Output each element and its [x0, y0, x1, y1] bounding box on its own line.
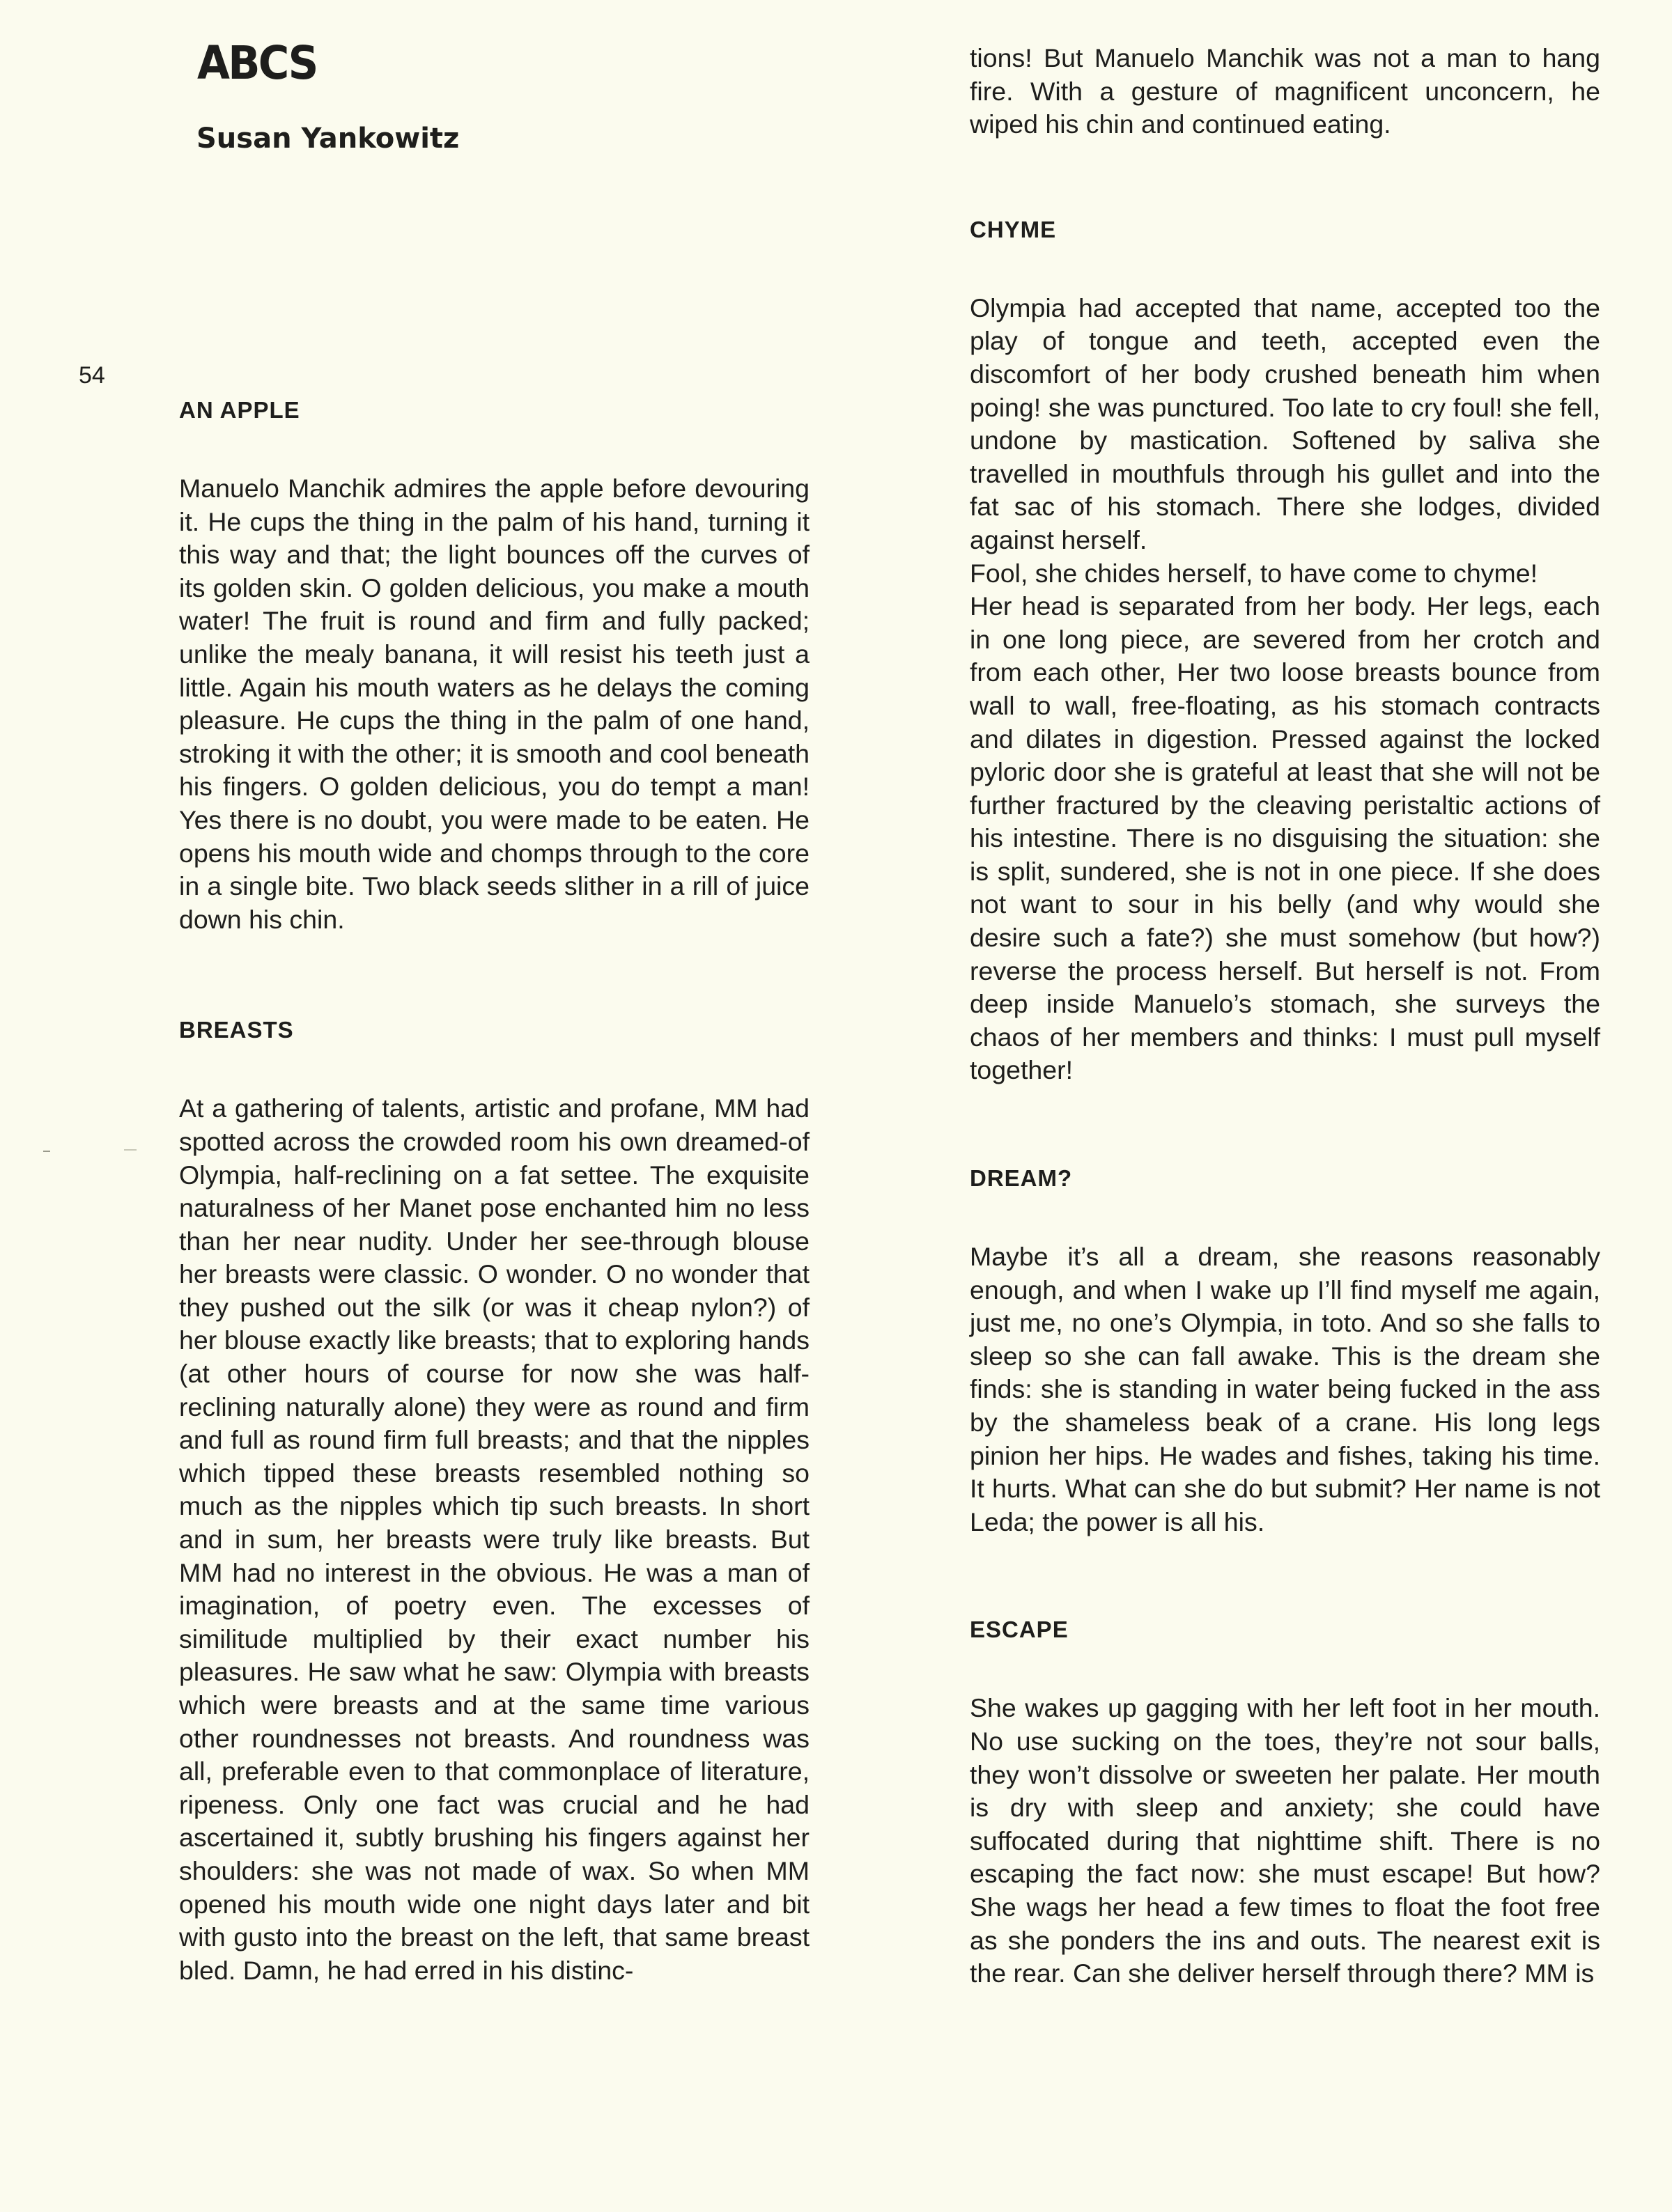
- section-heading: DREAM?: [970, 1165, 1073, 1192]
- spacer: [970, 1539, 1600, 1617]
- section-paragraph: Manuelo Manchik admires the apple before devouring it. He cups the thing in the palm of his hand, turning it this way and that; the light bounces off the curves of its golden skin. O golden delicious, you make a mouth water! The fruit is round and firm and fully packed; unlike the mealy banana, it will resist his teeth just a little. Again his mouth waters as he delays the coming pleasure. He cups the thing in the palm of one hand, stroking it with the other; it is smooth and cool beneath his fingers. O golden delicious, you do tempt a man! Yes there is no doubt, you were made to be eaten. He opens his mouth wide and chomps through to the core in a single bite. Two black seeds slither in a rill of juice down his chin.: [179, 474, 810, 934]
- section-paragraph: Fool, she chides herself, to have come to chyme!: [970, 558, 1538, 588]
- scan-mark: [124, 1149, 137, 1151]
- section-paragraph: Maybe it’s all a dream, she reasons reasonably enough, and when I wake up I’ll find myself me again, just me, no one’s Olympia, in toto. And so she falls to sleep so she can fall awake. This is the dream she finds: she is standing in water being fucked in the ass by the shameless beak of a crane. His long legs pinion her hips. He wades and fishes, taking his time. It hurts. What can she do but submit? Her name is not Leda; the power is all his.: [970, 1242, 1600, 1536]
- spacer: [179, 1043, 810, 1092]
- scan-mark: [43, 1151, 50, 1152]
- article-title: ABCS: [197, 36, 317, 90]
- page-number: 54: [79, 362, 105, 389]
- section-chyme: [970, 217, 1600, 1087]
- section-heading: CHYME: [970, 216, 1057, 242]
- section-heading: BREASTS: [179, 1017, 294, 1043]
- spacer: [970, 1087, 1600, 1165]
- right-column: [970, 42, 1600, 1991]
- section-escape: [970, 1617, 1600, 1990]
- section-dream: [970, 1165, 1600, 1539]
- section-heading: ESCAPE: [970, 1617, 1069, 1643]
- section-an-apple: [179, 397, 810, 936]
- spacer: [970, 243, 1600, 292]
- spacer: [970, 1643, 1600, 1692]
- spacer: [179, 936, 810, 1017]
- left-column: [179, 397, 810, 1987]
- section-heading: AN APPLE: [179, 397, 300, 423]
- section-paragraph: Olympia had accepted that name, accepted too the play of tongue and teeth, accepted even the discomfort of her body crushed beneath him when poing! she was punctured. Too late to cry foul! she fell, undone by mastication. Softened by saliva she travelled in mouthfuls through his gullet and into the fat sac of his stomach. There she lodges, divided against herself.: [970, 293, 1600, 554]
- continued-paragraph: tions! But Manuelo Manchik was not a man to hang fire. With a gesture of magnificent unconcern, he wiped his chin and continued eating.: [970, 43, 1600, 139]
- section-paragraph: Her head is separated from her body. Her legs, each in one long piece, are severed from her crotch and from each other, Her two loose breasts bounce from wall to wall, free-floating, as his stomach contracts and dilates in digestion. Pressed against the locked pyloric door she is grateful at least that she will not be further fractured by the cleaving peristaltic actions of his intestine. There is no disguising the situation: she is split, sundered, she is not in one piece. If she does not want to sour in his belly (and why would she desire such a fate?) she must somehow (but how?) reverse the process herself. But herself is not. From deep inside Manuelo’s stomach, she surveys the chaos of her members and thinks: I must pull myself together!: [970, 591, 1600, 1085]
- section-paragraph: She wakes up gagging with her left foot in her mouth. No use sucking on the toes, they’re not sour balls, they won’t dissolve or sweeten her palate. Her mouth is dry with sleep and anxiety; she could have suffocated during that nighttime shift. There is no escaping the fact now: she must escape! But how? She wags her head a few times to float the foot free as she ponders the ins and outs. The nearest exit is the rear. Can she deliver herself through there? MM is: [970, 1693, 1600, 1988]
- section-breasts: [179, 1017, 810, 1987]
- section-paragraph: At a gathering of talents, artistic and profane, MM had spotted across the crowded room his own dreamed-of Olympia, half-reclining on a fat settee. The exquisite naturalness of her Manet pose enchanted him no less than her near nudity. Under her see-through blouse her breasts were classic. O wonder. O no wonder that they pushed out the silk (or was it cheap nylon?) of her blouse exactly like breasts; that to exploring hands (at other hours of course for now she was half-reclining naturally alone) they were as round and firm and full as round firm full breasts; and that the nipples which tipped these breasts resembled nothing so much as the nipples which tip such breasts. In short and in sum, her breasts were truly like breasts. But MM had no interest in the obvious. He was a man of imagination, of poetry even. The excesses of similitude multiplied by their exact number his pleasures. He saw what he saw: Olympia with breasts which were breasts and at the same time various other roundnesses not breasts. And roundness was all, preferable even to that commonplace of literature, ripeness. Only one fact was crucial and he had ascertained it, subtly brushing his fingers against her shoulders: she was not made of wax. So when MM opened his mouth wide one night days later and bit with gusto into the breast on the left, that same breast bled. Damn, he had erred in his distinc-: [179, 1093, 810, 1985]
- spacer: [970, 141, 1600, 217]
- spacer: [179, 423, 810, 472]
- article-author: Susan Yankowitz: [196, 123, 460, 155]
- spacer: [970, 1192, 1600, 1240]
